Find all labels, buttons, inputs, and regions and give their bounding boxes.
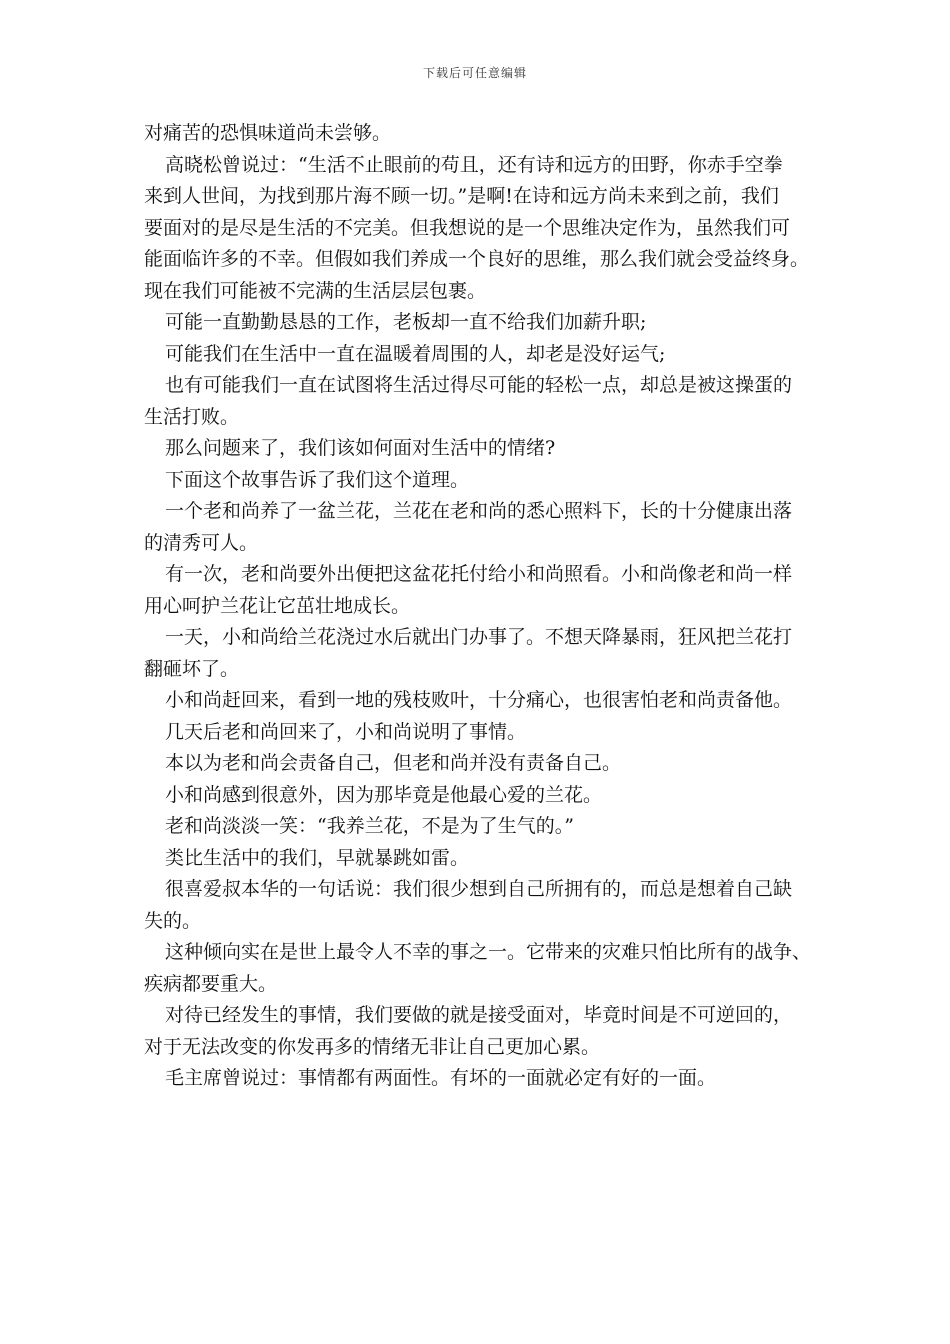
text-line: 疾病都要重大。 — [144, 972, 278, 995]
text-line: 能面临许多的不幸。但假如我们养成一个良好的思维，那么我们就会受益终身。 — [144, 248, 810, 270]
text-line: 可能我们在生活中一直在温暖着周围的人，却老是没好运气; — [165, 342, 666, 365]
document-body — [144, 118, 816, 1095]
text-line: 类比生活中的我们，早就暴跳如雷。 — [165, 846, 470, 869]
text-line: 现在我们可能被不完满的生活层层包裹。 — [144, 279, 487, 302]
text-line: 翻砸坏了。 — [144, 657, 240, 680]
text-line: 也有可能我们一直在试图将生活过得尽可能的轻松一点，却总是被这操蛋的 — [165, 374, 793, 396]
text-line: 一个老和尚养了一盆兰花，兰花在老和尚的悉心照料下，长的十分健康出落 — [165, 500, 793, 522]
text-line: 有一次，老和尚要外出便把这盆花托付给小和尚照看。小和尚像老和尚一样 — [165, 563, 793, 585]
text-line: 一天，小和尚给兰花浇过水后就出门办事了。不想天降暴雨，狂风把兰花打 — [165, 626, 793, 648]
text-line: 的清秀可人。 — [144, 531, 259, 554]
text-line: 生活打败。 — [144, 405, 240, 428]
text-line: 这种倾向实在是世上最令人不幸的事之一。它带来的灾难只怕比所有的战争、 — [165, 941, 812, 963]
text-line: 老和尚淡淡一笑：“我养兰花，不是为了生气的。” — [165, 815, 574, 837]
text-line: 要面对的是尽是生活的不完美。但我想说的是一个思维决定作为，虽然我们可 — [144, 216, 791, 239]
text-line: 高晓松曾说过：“生活不止眼前的苟且，还有诗和远方的田野，你赤手空拳 — [165, 153, 783, 176]
text-line: 毛主席曾说过：事情都有两面性。有坏的一面就必定有好的一面。 — [165, 1067, 717, 1089]
text-line: 小和尚感到很意外，因为那毕竟是他最心爱的兰花。 — [165, 783, 603, 806]
text-line: 很喜爱叔本华的一句话说：我们很少想到自己所拥有的，而总是想着自己缺 — [165, 878, 793, 900]
text-line: 可能一直勤勤恳恳的工作，老板却一直不给我们加薪升职; — [165, 311, 647, 333]
text-line: 来到人世间，为找到那片海不顾一切。”是啊!在诗和远方尚未来到之前，我们 — [144, 185, 779, 207]
text-line: 那么问题来了，我们该如何面对生活中的情绪? — [165, 437, 556, 459]
text-line: 对待已经发生的事情，我们要做的就是接受面对，毕竟时间是不可逆回的， — [165, 1004, 793, 1026]
text-line: 本以为老和尚会责备自己，但老和尚并没有责备自己。 — [165, 752, 622, 774]
text-line: 对于无法改变的你发再多的情绪无非让自己更加心累。 — [144, 1035, 601, 1058]
text-line: 失的。 — [144, 909, 202, 932]
text-line: 下面这个故事告诉了我们这个道理。 — [165, 468, 470, 491]
text-line: 对痛苦的恐惧味道尚未尝够。 — [144, 122, 392, 144]
text-line: 小和尚赶回来，看到一地的残枝败叶，十分痛心，也很害怕老和尚责备他。 — [165, 689, 793, 711]
page-header: 下载后可任意编辑 — [422, 66, 527, 80]
text-line: 用心呵护兰花让它茁壮地成长。 — [144, 594, 411, 617]
text-line: 几天后老和尚回来了，小和尚说明了事情。 — [165, 720, 527, 743]
